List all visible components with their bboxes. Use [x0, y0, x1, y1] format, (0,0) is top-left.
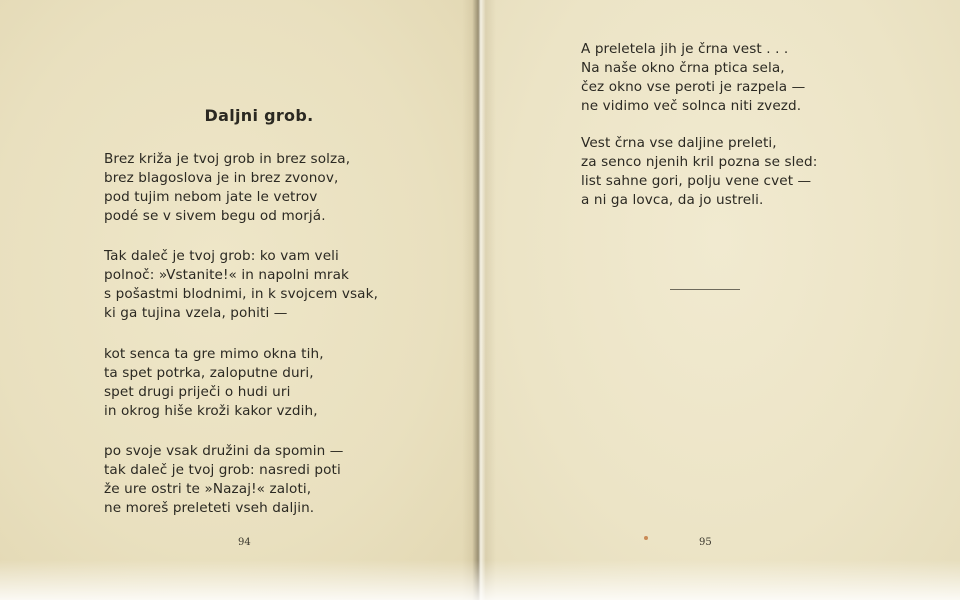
- verse-line: Vest črna vse daljine preleti,: [581, 135, 777, 151]
- verse-line: Brez križa je tvoj grob in brez solza,: [104, 151, 351, 167]
- verse-line: polnoč: »Vstanite!« in napolni mrak: [104, 267, 350, 283]
- verse-line: že ure ostri te »Nazaj!« zaloti,: [104, 481, 312, 497]
- stanza: [581, 134, 817, 210]
- bottom-edge-fade: [0, 560, 960, 600]
- end-ornament-rule: [670, 289, 740, 290]
- verse-line: Tak daleč je tvoj grob: ko vam veli: [104, 248, 339, 264]
- ink-speck: [644, 536, 648, 540]
- poem-title: Daljni grob.: [204, 106, 314, 125]
- verse-line: podé se v sivem begu od morjá.: [104, 208, 326, 224]
- verse-line: brez blagoslova je in brez zvonov,: [104, 170, 339, 186]
- stanza: [104, 247, 378, 323]
- verse-line: in okrog hiše kroži kakor vzdih,: [104, 403, 318, 419]
- book-gutter: [462, 0, 496, 600]
- stanza: [104, 150, 350, 226]
- page-number: 95: [699, 537, 712, 548]
- right-page: [478, 0, 960, 600]
- verse-line: spet drugi priječi o hudi uri: [104, 384, 291, 400]
- stanza: [104, 345, 324, 421]
- verse-line: Na naše okno črna ptica sela,: [581, 60, 785, 76]
- verse-line: tak daleč je tvoj grob: nasredi poti: [104, 462, 341, 478]
- verse-line: list sahne gori, polju vene cvet —: [581, 173, 812, 189]
- verse-line: ne moreš preleteti vseh daljin.: [104, 500, 315, 516]
- stanza: [104, 442, 343, 518]
- verse-line: za senco njenih kril pozna se sled:: [581, 154, 818, 170]
- verse-line: ne vidimo več solnca niti zvezd.: [581, 98, 802, 114]
- stanza: [581, 40, 805, 116]
- verse-line: a ni ga lovca, da jo ustreli.: [581, 192, 764, 208]
- verse-line: kot senca ta gre mimo okna tih,: [104, 346, 324, 362]
- verse-line: pod tujim nebom jate le vetrov: [104, 189, 318, 205]
- verse-line: ta spet potrka, zaloputne duri,: [104, 365, 314, 381]
- verse-line: s pošastmi blodnimi, in k svojcem vsak,: [104, 286, 378, 302]
- verse-line: A preletela jih je črna vest . . .: [581, 41, 789, 57]
- left-page: [0, 0, 478, 600]
- page-number: 94: [238, 537, 251, 548]
- verse-line: po svoje vsak družini da spomin —: [104, 443, 344, 459]
- verse-line: čez okno vse peroti je razpela —: [581, 79, 806, 95]
- verse-line: ki ga tujina vzela, pohiti —: [104, 305, 288, 321]
